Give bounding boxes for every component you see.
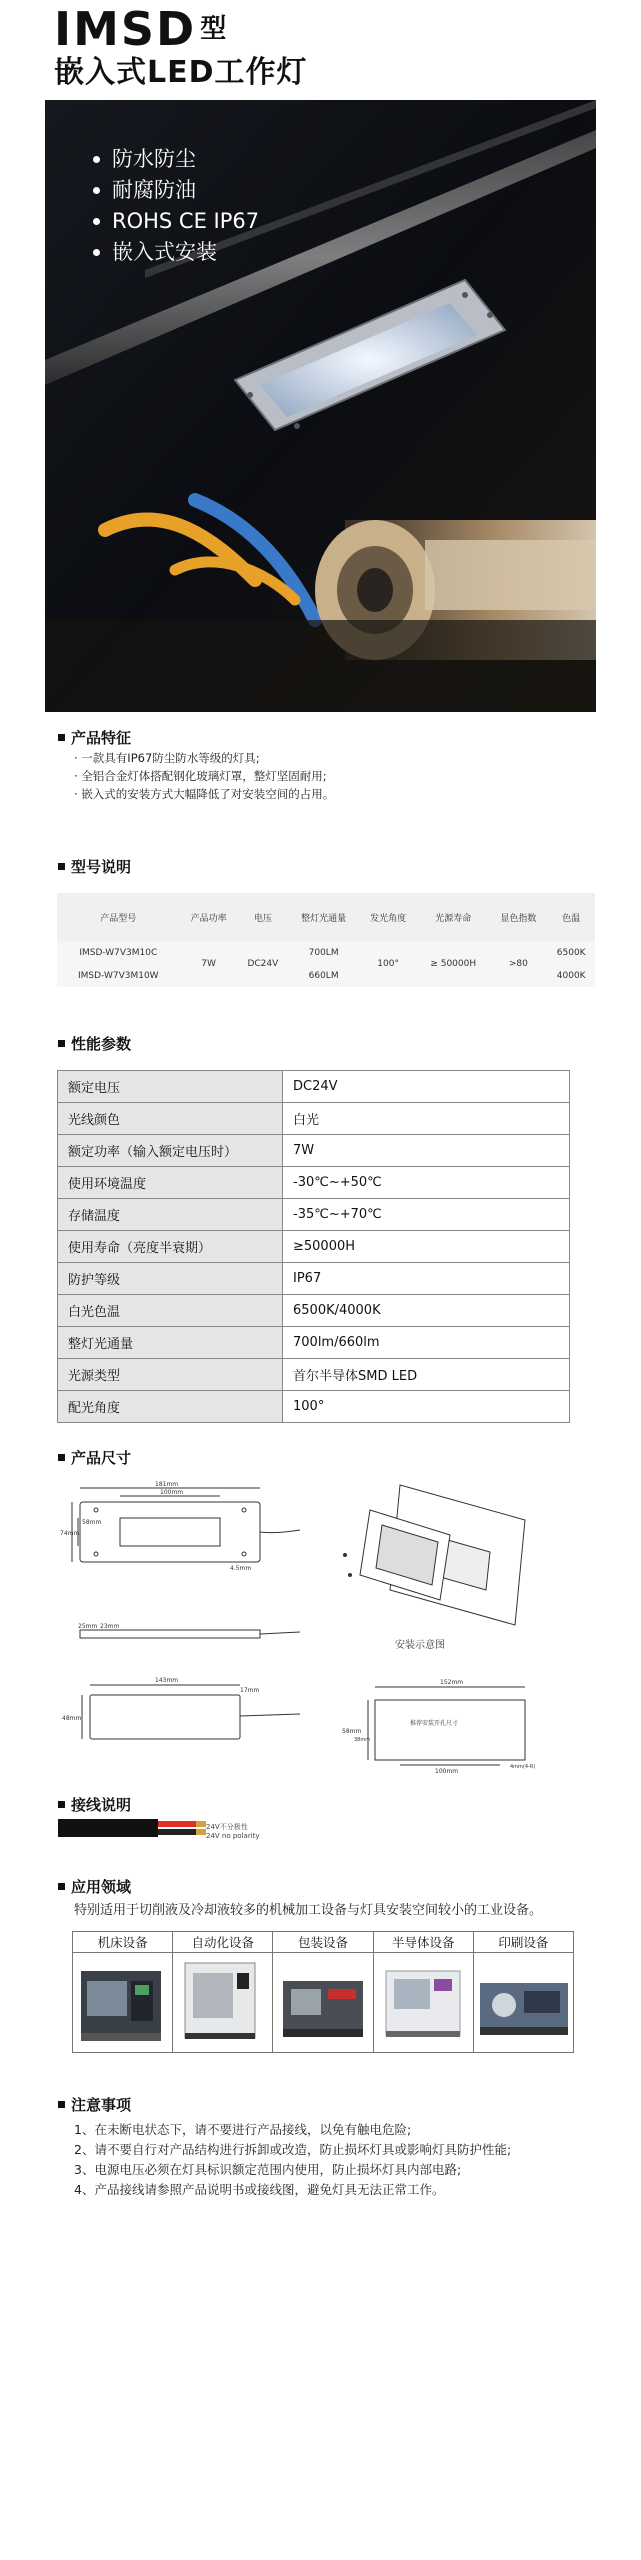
- square-icon: [58, 2101, 65, 2108]
- note-item: 3、电源电压必须在灯具标识额定范围内使用，防止损坏灯具内部电路;: [74, 2162, 462, 2177]
- table-row: [58, 1391, 570, 1423]
- dim-label: 58mm: [82, 1519, 102, 1526]
- param-value: DC24V: [283, 1071, 570, 1103]
- application-label: 自动化设备: [173, 1932, 272, 1953]
- param-value: 首尔半导体SMD LED: [283, 1359, 570, 1391]
- section-title-performance: 性能参数: [58, 1033, 131, 1054]
- install-caption: 安装示意图: [395, 1640, 445, 1651]
- param-name: 光源类型: [58, 1359, 283, 1391]
- hero-feature-list: [93, 144, 259, 268]
- col-header: 发光角度: [359, 893, 417, 941]
- square-icon: [58, 1454, 65, 1461]
- dim-label: 143mm: [155, 1677, 179, 1684]
- power-cell: 7W: [180, 941, 238, 987]
- machine-tool-image: [73, 1953, 172, 2052]
- voltage-cell: DC24V: [238, 941, 288, 987]
- application-label: 机床设备: [73, 1932, 172, 1953]
- notes-list: [74, 2120, 511, 2200]
- note-item: 4、产品接线请参照产品说明书或接线图，避免灯具无法正常工作。: [74, 2182, 445, 2197]
- col-header: 产品型号: [57, 893, 180, 941]
- section-title-size: 产品尺寸: [58, 1447, 131, 1468]
- cri-cell: >80: [489, 941, 547, 987]
- param-name: 额定电压: [58, 1071, 283, 1103]
- param-name: 使用环境温度: [58, 1167, 283, 1199]
- param-name: 光线颜色: [58, 1103, 283, 1135]
- model-table: [57, 893, 595, 987]
- dim-label: 38mm: [354, 1737, 371, 1743]
- dim-label: 4.5mm: [230, 1565, 252, 1572]
- col-header: 色温: [547, 893, 595, 941]
- application-item: [173, 1932, 273, 2052]
- col-header: 光源寿命: [417, 893, 489, 941]
- param-name: 使用寿命（亮度半衰期）: [58, 1231, 283, 1263]
- table-row: [57, 941, 595, 964]
- param-value: -30℃~+50℃: [283, 1167, 570, 1199]
- hero-feature: 嵌入式安装: [93, 237, 259, 268]
- bullet-icon: [93, 156, 100, 163]
- square-icon: [58, 863, 65, 870]
- section-title-features: 产品特征: [58, 727, 131, 748]
- hero-feature: 防水防尘: [93, 144, 259, 175]
- life-cell: ≥ 50000H: [417, 941, 489, 987]
- table-row: [58, 1295, 570, 1327]
- square-icon: [58, 1801, 65, 1808]
- dim-label: 23mm: [100, 1623, 120, 1630]
- col-header: 整灯光通量: [288, 893, 359, 941]
- page-header: [54, 4, 594, 96]
- bullet-icon: [93, 249, 100, 256]
- dim-label: 181mm: [155, 1481, 179, 1488]
- printing-image: [474, 1953, 573, 2052]
- section-title-notes: 注意事项: [58, 2094, 131, 2115]
- section-title-models: 型号说明: [58, 856, 131, 877]
- flux-cell: 660LM: [288, 964, 359, 987]
- automation-image: [173, 1953, 272, 2052]
- param-name: 整灯光通量: [58, 1327, 283, 1359]
- dim-label: 17mm: [240, 1687, 260, 1694]
- dim-label: 100mm: [435, 1768, 459, 1775]
- feature-bullets: [74, 749, 334, 803]
- section-title-wiring: 接线说明: [58, 1794, 131, 1815]
- install-diagram: [340, 1480, 540, 1630]
- note-item: 1、在未断电状态下，请不要进行产品接线，以免有触电危险;: [74, 2122, 412, 2137]
- dim-label: 152mm: [440, 1679, 464, 1686]
- square-icon: [58, 1040, 65, 1047]
- table-row: [58, 1103, 570, 1135]
- dim-label: 58mm: [342, 1728, 362, 1735]
- bullet-icon: [93, 187, 100, 194]
- dimension-drawing-front: [60, 1480, 310, 1780]
- application-description: 特别适用于切削液及冷却液较多的机械加工设备与灯具安装空间较小的工业设备。: [74, 1903, 543, 1918]
- wiring-note-en: 24V no polarity: [206, 1832, 260, 1840]
- table-row: [58, 1263, 570, 1295]
- application-label: 半导体设备: [374, 1932, 473, 1953]
- application-item: [273, 1932, 373, 2052]
- table-row: [58, 1231, 570, 1263]
- param-value: 白光: [283, 1103, 570, 1135]
- feature-bullet: · 全铝合金灯体搭配钢化玻璃灯罩，整灯坚固耐用;: [74, 769, 327, 783]
- col-header: 产品功率: [180, 893, 238, 941]
- application-item: [374, 1932, 474, 2052]
- cct-cell: 6500K: [547, 941, 595, 964]
- dim-label: 100mm: [160, 1489, 184, 1496]
- packaging-image: [273, 1953, 372, 2052]
- model-cell: IMSD-W7V3M10C: [57, 941, 180, 964]
- performance-table: [57, 1070, 570, 1423]
- feature-bullet: · 一款具有IP67防尘防水等级的灯具;: [74, 751, 260, 765]
- product-subtitle: 嵌入式LED工作灯: [54, 55, 308, 90]
- flux-cell: 700LM: [288, 941, 359, 964]
- col-header: 显色指数: [489, 893, 547, 941]
- application-grid: [72, 1931, 574, 2053]
- application-label: 包装设备: [273, 1932, 372, 1953]
- param-name: 防护等级: [58, 1263, 283, 1295]
- square-icon: [58, 1883, 65, 1890]
- table-row: [58, 1167, 570, 1199]
- cct-cell: 4000K: [547, 964, 595, 987]
- param-value: 7W: [283, 1135, 570, 1167]
- param-name: 配光角度: [58, 1391, 283, 1423]
- table-row: [58, 1135, 570, 1167]
- model-cell: IMSD-W7V3M10W: [57, 964, 180, 987]
- hero-feature: ROHS CE IP67: [93, 206, 259, 237]
- dim-label: 48mm: [62, 1715, 82, 1722]
- param-value: IP67: [283, 1263, 570, 1295]
- application-label: 印刷设备: [474, 1932, 573, 1953]
- cutout-drawing: [340, 1675, 580, 1775]
- angle-cell: 100°: [359, 941, 417, 987]
- dim-label: 4mm(4-R): [510, 1764, 536, 1770]
- square-icon: [58, 734, 65, 741]
- param-value: 700lm/660lm: [283, 1327, 570, 1359]
- section-title-applications: 应用领域: [58, 1876, 131, 1897]
- table-row: [58, 1199, 570, 1231]
- param-value: -35℃~+70℃: [283, 1199, 570, 1231]
- product-model: IMSD $^型$: [54, 2, 229, 56]
- col-header: 电压: [238, 893, 288, 941]
- application-item: [474, 1932, 573, 2052]
- hero-feature: 耐腐防油: [93, 175, 259, 206]
- param-name: 额定功率（输入额定电压时）: [58, 1135, 283, 1167]
- application-item: [73, 1932, 173, 2052]
- param-value: 100°: [283, 1391, 570, 1423]
- table-row: [58, 1327, 570, 1359]
- param-name: 白光色温: [58, 1295, 283, 1327]
- param-value: ≥50000H: [283, 1231, 570, 1263]
- bullet-icon: [93, 218, 100, 225]
- param-name: 存储温度: [58, 1199, 283, 1231]
- table-row: [58, 1071, 570, 1103]
- cutout-label: 推荐安装开孔尺寸: [410, 1720, 459, 1727]
- wiring-cable-icon: [58, 1815, 208, 1841]
- param-value: 6500K/4000K: [283, 1295, 570, 1327]
- feature-bullet: · 嵌入式的安装方式大幅降低了对安装空间的占用。: [74, 787, 335, 801]
- wiring-note: [206, 1823, 260, 1841]
- semiconductor-image: [374, 1953, 473, 2052]
- note-item: 2、请不要自行对产品结构进行拆卸或改造，防止损坏灯具或影响灯具防护性能;: [74, 2142, 512, 2157]
- hero-image: [45, 100, 596, 712]
- dim-label: 74mm: [60, 1530, 80, 1537]
- dim-label: 25mm: [78, 1623, 98, 1630]
- wiring-note-cn: 24V不分极性: [206, 1823, 248, 1831]
- table-row: [58, 1359, 570, 1391]
